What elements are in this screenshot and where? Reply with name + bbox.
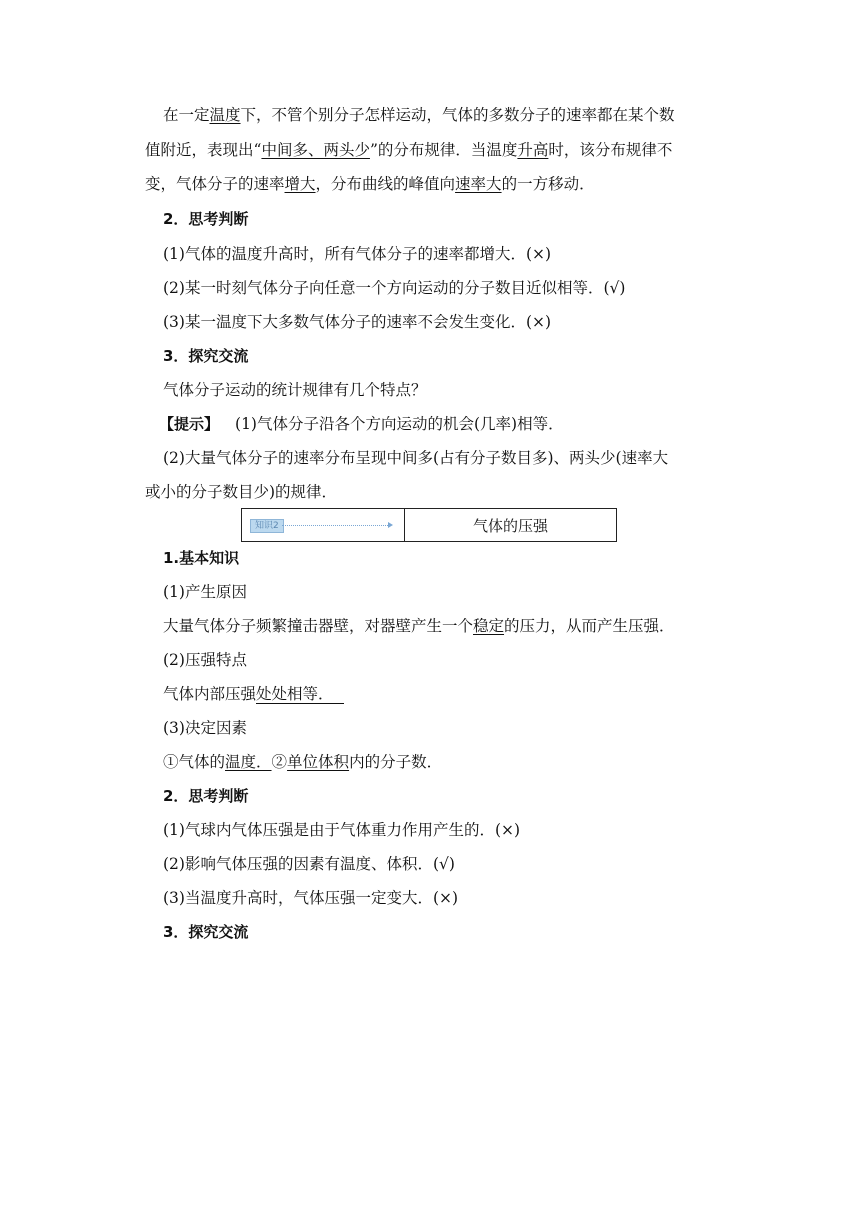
underlined-term: 温度． bbox=[225, 753, 272, 771]
underlined-term: 升高 bbox=[517, 141, 549, 159]
judge-item: (1)气体的温度升高时，所有气体分子的速率都增大．(×) bbox=[163, 245, 552, 263]
text: 变，气体分子的速率 bbox=[145, 175, 285, 193]
underlined-term: 处处相等． bbox=[256, 685, 344, 704]
text: 内的分子数． bbox=[349, 753, 443, 771]
arrow-line bbox=[282, 525, 390, 526]
text: ，分布曲线的峰值向 bbox=[315, 175, 456, 193]
judge-item: (1)气球内气体压强是由于气体重力作用产生的．(×) bbox=[163, 821, 521, 839]
hint-line: (2)大量气体分子的速率分布呈现中间多(占有分子数目多)、两头少(速率大 bbox=[163, 449, 669, 467]
underlined-term: 稳定 bbox=[473, 617, 505, 635]
judge-item: (3)某一温度下大多数气体分子的速率不会发生变化．(×) bbox=[163, 313, 552, 331]
text: ”的分布规律．当温度 bbox=[369, 141, 518, 159]
cause-text bbox=[163, 615, 675, 637]
feature-heading: (2)压强特点 bbox=[163, 651, 247, 669]
knowledge-header-box bbox=[241, 508, 617, 542]
judge-item: (2)影响气体压强的因素有温度、体积．(√) bbox=[163, 855, 455, 873]
text: 的压力，从而产生压强． bbox=[504, 617, 675, 635]
factor-text bbox=[163, 751, 442, 773]
underlined-term: 速率大 bbox=[455, 175, 502, 193]
paragraph-line-2 bbox=[145, 139, 672, 161]
knowledge-title: 气体的压强 bbox=[472, 516, 548, 535]
text: 大量气体分子频繁撞击器壁，对器壁产生一个 bbox=[163, 617, 474, 635]
knowledge-badge-cell bbox=[242, 509, 405, 541]
underlined-term: 单位体积 bbox=[287, 753, 350, 771]
judge-item: (2)某一时刻气体分子向任意一个方向运动的分子数目近似相等．(√) bbox=[163, 279, 626, 297]
underlined-term: 温度 bbox=[209, 106, 241, 124]
arrow-icon bbox=[388, 522, 393, 528]
underlined-term: 中间多、两头少 bbox=[261, 141, 370, 159]
hint-text: (1)气体分子沿各个方向运动的机会(几率)相等． bbox=[235, 415, 564, 433]
hint-line: 或小的分子数目少)的规律． bbox=[145, 483, 338, 501]
text: 时，该分布规律不 bbox=[548, 141, 673, 159]
text: 气体内部压强 bbox=[163, 685, 257, 703]
paragraph-line-1 bbox=[163, 104, 675, 126]
judge-heading: 2．思考判断 bbox=[163, 787, 249, 805]
judge-heading: 2．思考判断 bbox=[163, 210, 249, 228]
hint-line bbox=[159, 413, 564, 435]
knowledge-badge: 知识2 bbox=[250, 519, 284, 533]
text: 下，不管个别分子怎样运动，气体的多数分子的速率都在某个数 bbox=[240, 106, 675, 124]
text: 值附近，表现出“ bbox=[145, 141, 262, 159]
text: 在一定 bbox=[163, 106, 210, 124]
basic-heading: 1.基本知识 bbox=[163, 549, 240, 567]
feature-text bbox=[163, 683, 344, 705]
cause-heading: (1)产生原因 bbox=[163, 583, 247, 601]
hint-label: 【提示】 bbox=[159, 415, 220, 433]
explore-heading: 3．探究交流 bbox=[163, 347, 249, 365]
underlined-term: 增大 bbox=[284, 175, 316, 193]
question: 气体分子运动的统计规律有几个特点？ bbox=[163, 381, 427, 399]
paragraph-line-3 bbox=[145, 173, 595, 195]
text: ①气体的 bbox=[163, 753, 226, 771]
factor-heading: (3)决定因素 bbox=[163, 719, 247, 737]
text: ② bbox=[271, 753, 288, 771]
explore-heading: 3．探究交流 bbox=[163, 923, 249, 941]
judge-item: (3)当温度升高时，气体压强一定变大．(×) bbox=[163, 889, 459, 907]
text: 的一方移动． bbox=[501, 175, 595, 193]
